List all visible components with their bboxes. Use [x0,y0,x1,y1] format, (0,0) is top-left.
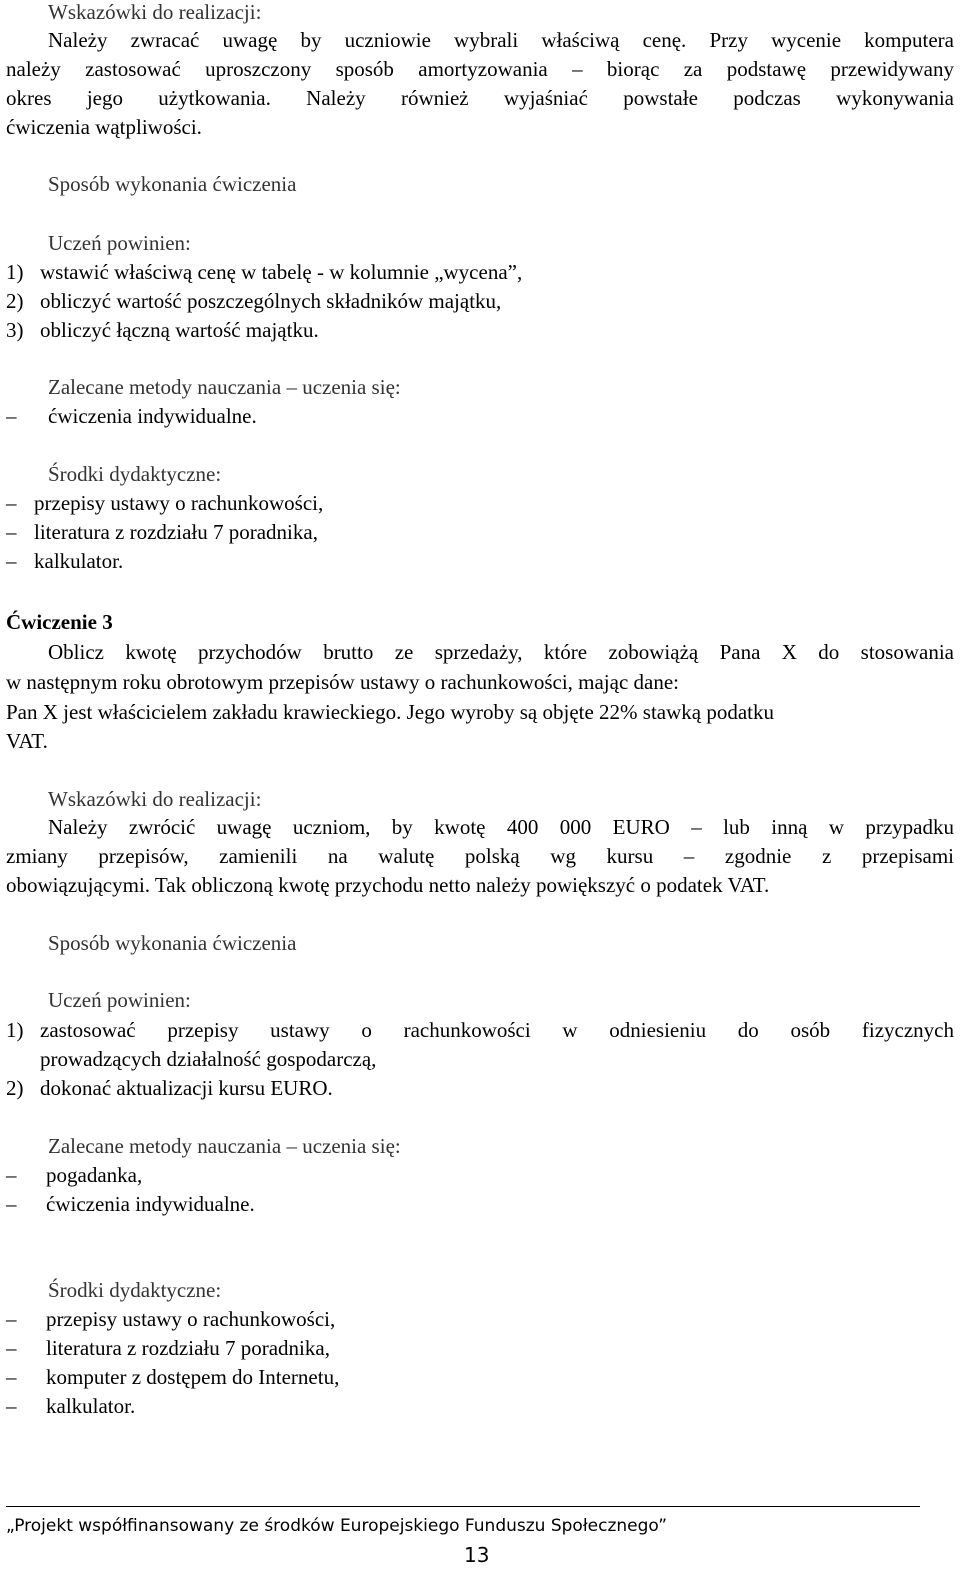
paragraph-line: ćwiczenia wątpliwości. [6,115,202,139]
list-text: literatura z rozdziału 7 poradnika, [46,1336,330,1360]
list-text-continuation: prowadzących działalność gospodarczą, [40,1047,377,1071]
list-text: przepisy ustawy o rachunkowości, [34,491,324,515]
list-number: 1) [6,1018,24,1042]
section-heading-srodki: Środki dydaktyczne: [48,1278,222,1302]
dash-bullet: – [6,1365,17,1389]
section-heading-sposob: Sposób wykonania ćwiczenia [48,931,297,955]
section-heading-wskazowki: Wskazówki do realizacji: [48,0,262,24]
paragraph-line: w następnym roku obrotowym przepisów ustawy o rachunkowości, mając dane: [6,670,680,694]
section-heading-uczen: Uczeń powinien: [48,988,191,1012]
list-text: komputer z dostępem do Internetu, [46,1365,340,1389]
dash-bullet: – [6,1163,17,1187]
footer-note: „Projekt współfinansowany ze środków Europejskiego Funduszu Społecznego” [6,1516,668,1536]
dash-bullet: – [6,549,17,573]
section-heading-metody: Zalecane metody nauczania – uczenia się: [48,1134,401,1158]
paragraph-line: Oblicz kwotę przychodów brutto ze sprzedaży, które zobowiążą Pana X do stosowania [48,640,954,664]
list-text: dokonać aktualizacji kursu EURO. [40,1076,333,1100]
list-text: pogadanka, [46,1163,143,1187]
paragraph-line: Należy zwrócić uwagę uczniom, by kwotę 400 000 EURO – lub inną w przypadku [48,815,954,839]
section-heading-wskazowki: Wskazówki do realizacji: [48,787,262,811]
list-number: 2) [6,1076,24,1100]
section-heading-srodki: Środki dydaktyczne: [48,462,222,486]
dash-bullet: – [6,491,17,515]
list-text: kalkulator. [34,549,124,573]
list-text: ćwiczenia indywidualne. [46,1192,255,1216]
section-heading-sposob: Sposób wykonania ćwiczenia [48,172,297,196]
list-text: kalkulator. [46,1394,136,1418]
dash-bullet: – [6,1336,17,1360]
paragraph-line: należy zastosować uproszczony sposób amortyzowania – biorąc za podstawę przewidywany [6,57,954,81]
list-text: literatura z rozdziału 7 poradnika, [34,520,318,544]
footer-divider [6,1506,920,1507]
dash-bullet: – [6,1307,17,1331]
paragraph-line: VAT. [6,729,48,753]
paragraph-line: okres jego użytkowania. Należy również wyjaśniać powstałe podczas wykonywania [6,86,954,110]
dash-bullet: – [6,520,17,544]
paragraph-line: obowiązującymi. Tak obliczoną kwotę przychodu netto należy powiększyć o podatek VAT. [6,873,770,897]
dash-bullet: – [6,404,17,428]
list-text: wstawić właściwą cenę w tabelę - w kolumnie „wycena”, [40,260,523,284]
paragraph-line: Pan X jest właścicielem zakładu krawieckiego. Jego wyroby są objęte 22% stawką podatku [6,700,775,724]
page-number: 13 [464,1543,490,1567]
section-heading-uczen: Uczeń powinien: [48,231,191,255]
exercise-title: Ćwiczenie 3 [6,610,113,634]
dash-bullet: – [6,1394,17,1418]
list-number: 2) [6,289,24,313]
list-text: obliczyć wartość poszczególnych składników majątku, [40,289,502,313]
list-text: obliczyć łączną wartość majątku. [40,318,319,342]
list-number: 3) [6,318,24,342]
list-text: zastosować przepisy ustawy o rachunkowości w odniesieniu do osób fizycznych [40,1018,954,1042]
paragraph-line: zmiany przepisów, zamienili na walutę polską wg kursu – zgodnie z przepisami [6,844,954,868]
section-heading-metody: Zalecane metody nauczania – uczenia się: [48,375,401,399]
list-number: 1) [6,260,24,284]
list-text: ćwiczenia indywidualne. [48,404,257,428]
paragraph-line: Należy zwracać uwagę by uczniowie wybrali właściwą cenę. Przy wycenie komputera [48,28,954,52]
dash-bullet: – [6,1192,17,1216]
list-text: przepisy ustawy o rachunkowości, [46,1307,336,1331]
